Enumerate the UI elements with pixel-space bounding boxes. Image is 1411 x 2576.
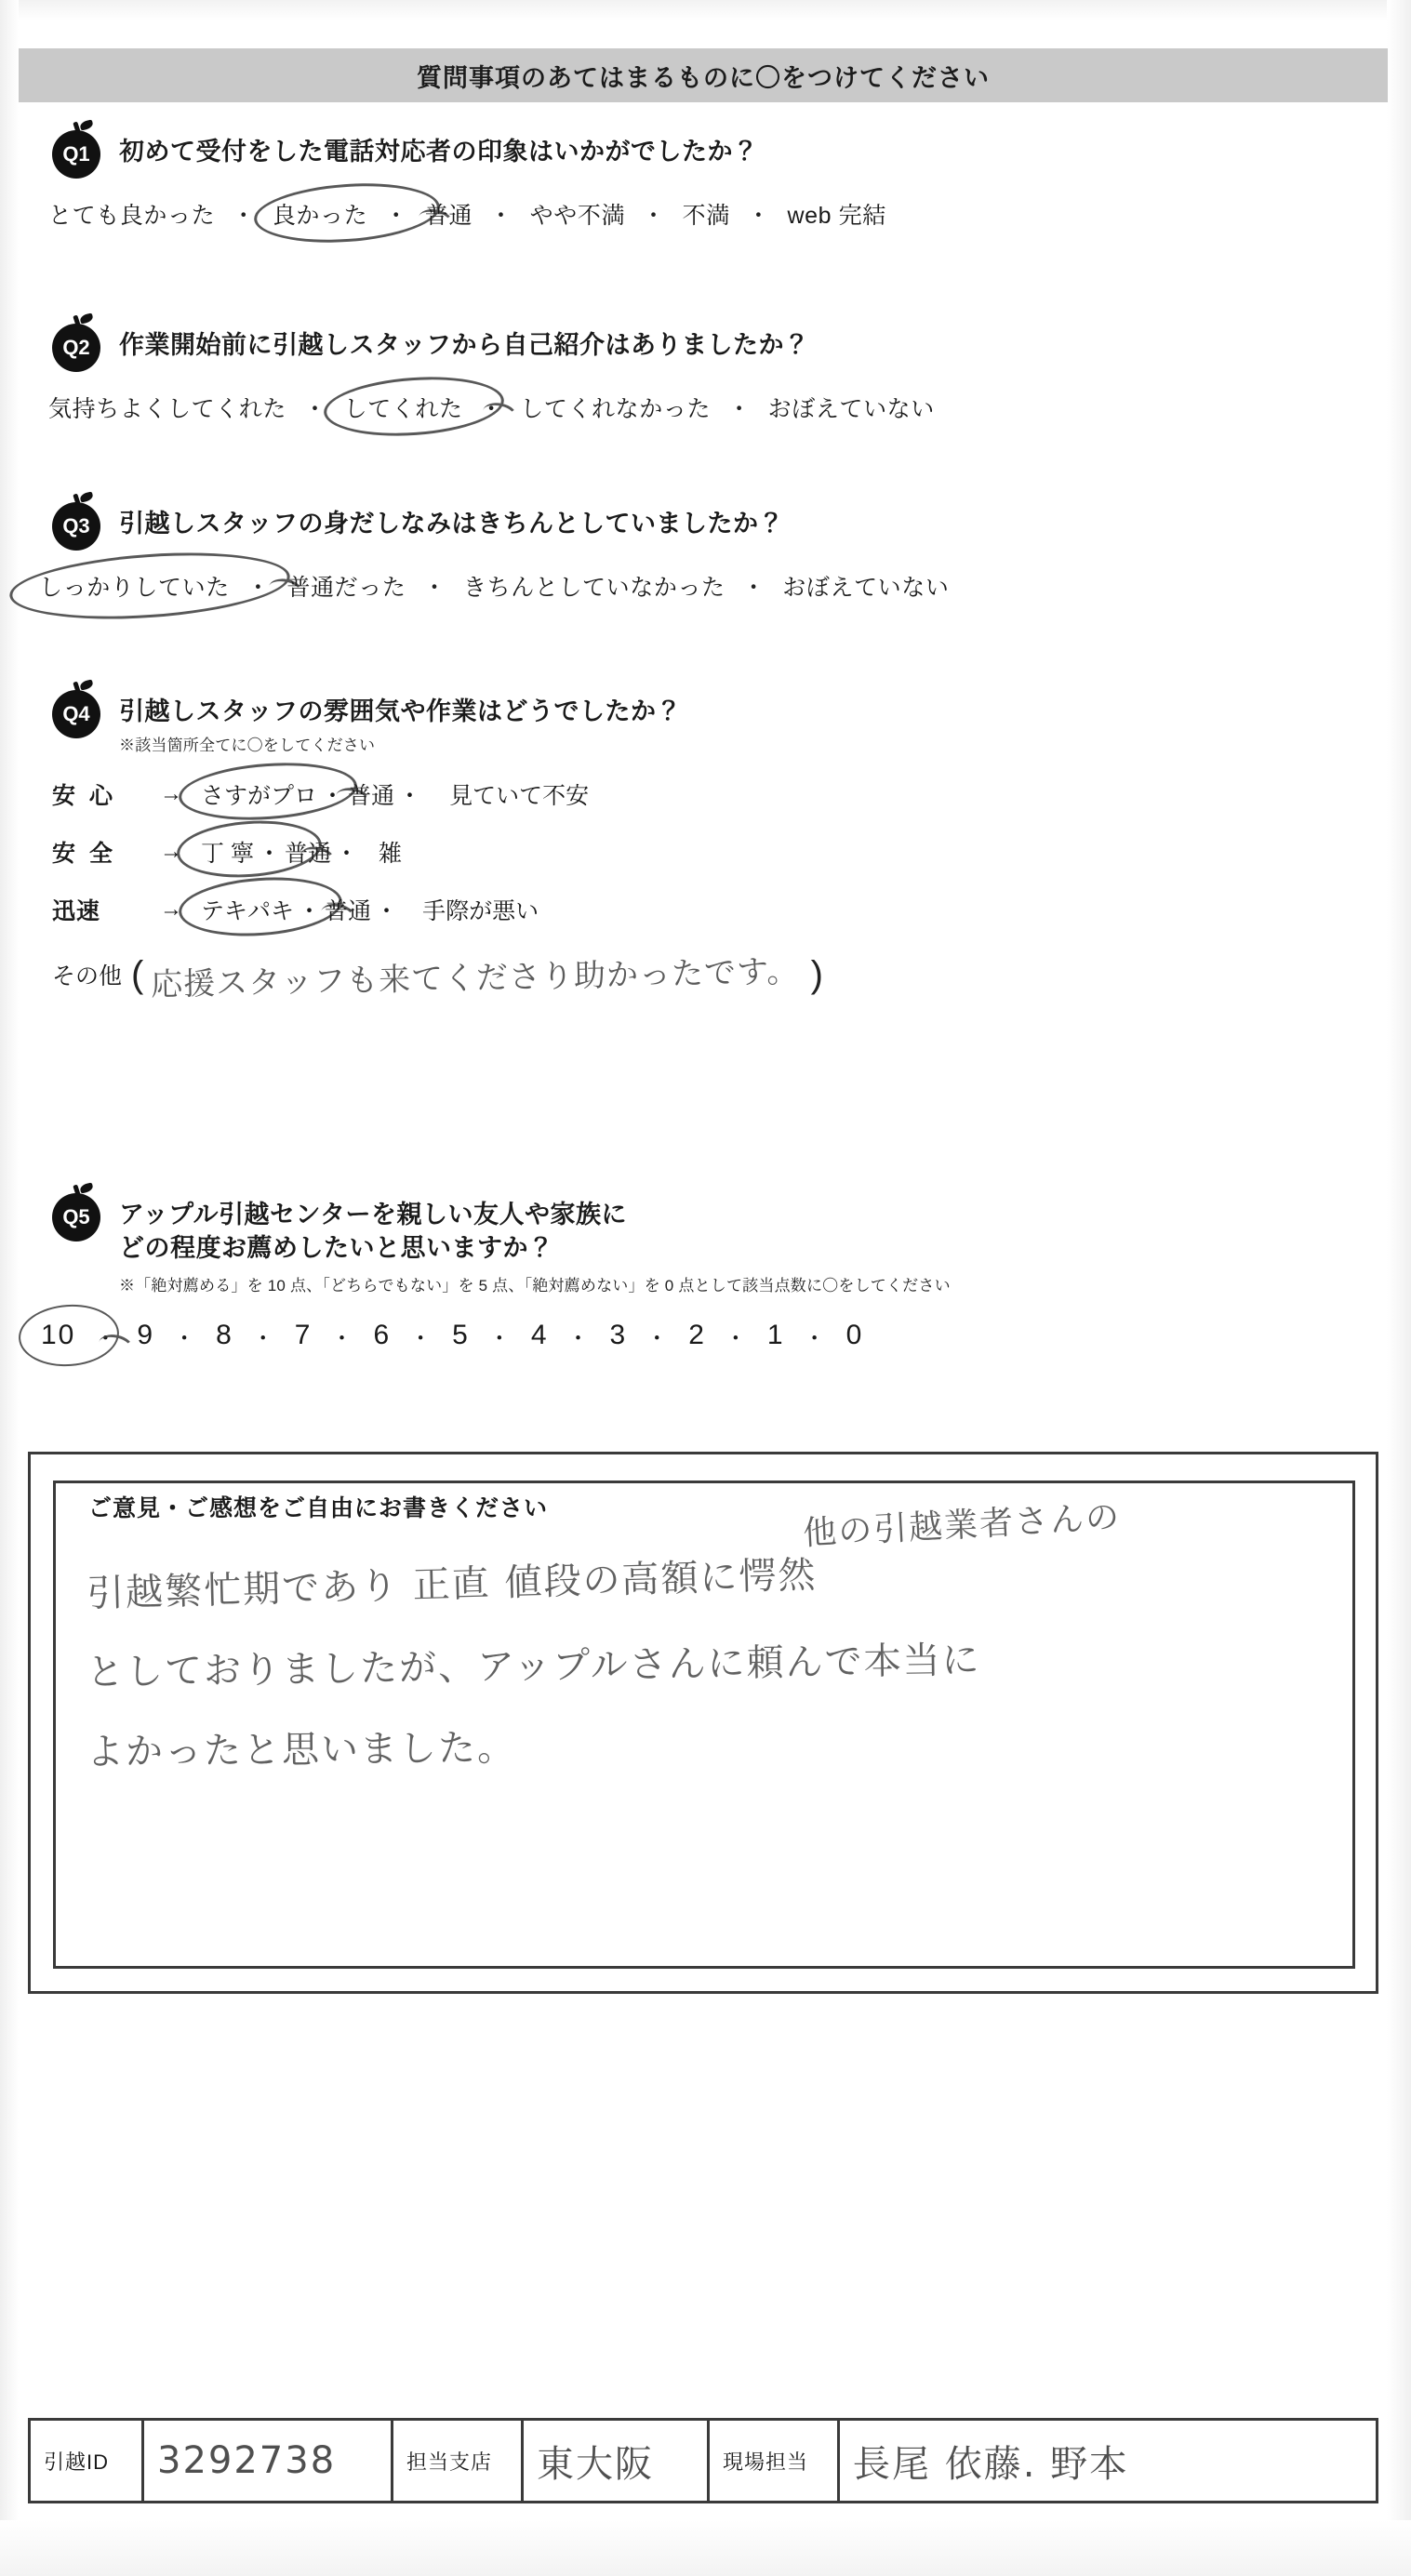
option-q3-0[interactable]: しっかりしていた — [35, 567, 233, 604]
scale-sep: ・ — [409, 1325, 434, 1351]
option-q1-5[interactable]: web 完結 — [787, 203, 886, 229]
scan-edge-right — [1387, 0, 1411, 2576]
option-q3-1[interactable]: 普通だった — [286, 575, 406, 601]
score-7[interactable]: 7 — [294, 1320, 313, 1350]
question-block-q2 — [48, 324, 938, 426]
score-9[interactable]: 9 — [137, 1320, 155, 1350]
option-sep: ・ — [741, 575, 766, 601]
paren-open: ( — [131, 954, 144, 996]
score-4[interactable]: 4 — [530, 1320, 549, 1350]
scale-sep: ・ — [803, 1325, 828, 1351]
scale-sep: ・ — [173, 1325, 198, 1351]
score-3[interactable]: 3 — [609, 1320, 628, 1350]
option-sep: ・ — [489, 203, 513, 229]
scan-edge-top — [0, 0, 1411, 20]
option-sep: ・ — [334, 840, 358, 867]
q4-other-row — [52, 952, 823, 1004]
option-q4-anshin-1[interactable]: 普通 — [348, 782, 395, 809]
q4-row-label: 安 全 — [52, 840, 116, 867]
option-sep: ・ — [303, 396, 327, 422]
option-q1-1[interactable]: 良かった — [269, 195, 371, 232]
option-sep: ・ — [257, 840, 281, 867]
question-heading — [52, 1193, 951, 1295]
option-q3-2[interactable]: きちんとしていなかった — [463, 575, 725, 601]
q2-options — [45, 389, 938, 426]
question-text-line2: どの程度お薦めしたいと思いますか？ — [119, 1233, 554, 1262]
option-q3-3[interactable]: おぼえていない — [782, 575, 950, 601]
question-block-q5 — [41, 1193, 951, 1352]
option-q1-4[interactable]: 不満 — [682, 203, 730, 229]
paren-close: ) — [810, 954, 823, 996]
q1-options — [45, 195, 890, 232]
q4-row-anzen — [52, 833, 823, 870]
option-sep: ・ — [232, 203, 256, 229]
branch-label: 担当支店 — [393, 2421, 524, 2501]
option-q4-jinsoku-0[interactable]: テキパキ — [197, 891, 298, 928]
move-id-label: 引越ID — [31, 2421, 144, 2501]
score-6[interactable]: 6 — [373, 1320, 392, 1350]
scan-edge-bottom — [0, 2520, 1411, 2576]
option-q1-2[interactable]: 普通 — [424, 203, 473, 229]
question-heading — [52, 502, 952, 551]
option-q4-anshin-2[interactable]: 見ていて不安 — [449, 782, 590, 809]
option-sep: ・ — [398, 782, 422, 809]
option-q4-anshin-0[interactable]: さすがプロ — [197, 776, 321, 813]
scan-edge-left — [0, 0, 19, 2576]
question-text-wrap — [119, 690, 682, 755]
option-sep: ・ — [422, 575, 447, 601]
handwriting-line-3: よかったと思いました。 — [86, 1726, 517, 1774]
handwriting-line-2: としておりましたが、アップルさんに頼んで本当に — [86, 1639, 981, 1694]
score-2[interactable]: 2 — [688, 1320, 706, 1350]
score-0[interactable]: 0 — [845, 1320, 864, 1350]
handwriting-line-1: 引越繁忙期であり 正直 値段の高額に愕然 — [86, 1553, 818, 1616]
question-note: ※「絶対薦める」を 10 点、「どちらでもない」を 5 点、「絶対薦めない」を 0 点として該当点数に〇をしてください — [119, 1276, 951, 1295]
free-comment-label: ご意見・ご感想をご自由にお書きください — [83, 1490, 553, 1523]
question-block-q1 — [48, 130, 890, 232]
question-block-q4 — [52, 690, 823, 1004]
option-sep: ・ — [642, 203, 666, 229]
question-heading — [52, 690, 823, 755]
option-q4-jinsoku-1[interactable]: 普通 — [325, 897, 372, 924]
apple-badge-icon: Q5 — [52, 1193, 100, 1242]
question-heading — [52, 130, 890, 179]
scale-sep: ・ — [94, 1325, 119, 1351]
q3-options — [35, 567, 952, 604]
apple-badge-icon: Q4 — [52, 690, 100, 738]
option-q2-2[interactable]: してくれなかった — [520, 396, 712, 422]
question-text: 作業開始前に引越しスタッフから自己紹介はありましたか？ — [119, 331, 810, 359]
handwriting-insert-top: 他の引越業者さんの — [802, 1498, 1123, 1553]
q4-other-handwriting: 応援スタッフも来てくださり助かったです。 — [151, 952, 801, 1004]
pen-circle-mark — [252, 178, 442, 248]
option-sep: ・ — [746, 203, 771, 229]
q4-row-jinsoku — [52, 891, 823, 928]
score-8[interactable]: 8 — [216, 1320, 233, 1350]
option-sep: ・ — [321, 782, 345, 809]
question-heading — [52, 324, 938, 372]
header-band — [19, 48, 1388, 102]
option-q1-0[interactable]: とても良かった — [48, 203, 216, 229]
scale-sep: ・ — [330, 1325, 355, 1351]
arrow-right-icon: → — [160, 780, 182, 806]
scale-sep: ・ — [487, 1325, 512, 1351]
scale-sep: ・ — [646, 1325, 671, 1351]
option-q4-anzen-0[interactable]: 丁 寧 — [197, 833, 258, 870]
question-text: 初めて受付をした電話対応者の印象はいかがでしたか？ — [119, 138, 759, 166]
free-comment-box[interactable] — [28, 1452, 1378, 1994]
option-q4-jinsoku-2[interactable]: 手際が悪い — [422, 897, 539, 924]
q4-other-label: その他 — [52, 963, 123, 990]
score-10[interactable]: 10 — [39, 1320, 77, 1351]
page-title: 質問事項のあてはまるものに〇をつけてください — [417, 63, 990, 92]
option-q2-0[interactable]: 気持ちよくしてくれた — [48, 396, 287, 422]
apple-badge-icon: Q3 — [52, 502, 100, 551]
q4-row-label: 安 心 — [52, 782, 116, 809]
option-q4-anzen-2[interactable]: 雑 — [379, 840, 403, 867]
option-sep: ・ — [298, 897, 322, 924]
pen-circle-mark — [322, 371, 506, 441]
question-block-q3 — [39, 502, 952, 604]
branch-value: 東大阪 — [524, 2421, 710, 2501]
score-5[interactable]: 5 — [452, 1320, 470, 1350]
scale-sep: ・ — [251, 1325, 276, 1351]
q5-scale — [39, 1320, 951, 1352]
option-q4-anzen-1[interactable]: 普通 — [284, 840, 331, 867]
apple-badge-icon: Q1 — [52, 130, 100, 179]
score-1[interactable]: 1 — [766, 1320, 785, 1350]
option-sep: ・ — [384, 203, 408, 229]
site-staff-label: 現場担当 — [710, 2421, 840, 2501]
option-q2-3[interactable]: おぼえていない — [767, 396, 935, 422]
q4-row-label: 迅速 — [52, 897, 101, 924]
scale-sep: ・ — [724, 1325, 749, 1351]
option-sep: ・ — [375, 897, 399, 924]
arrow-right-icon: → — [160, 896, 182, 922]
question-text: 引越しスタッフの雰囲気や作業はどうでしたか？ — [119, 697, 682, 725]
site-staff-value: 長尾 依藤. 野本 — [853, 2442, 1129, 2486]
option-sep: ・ — [246, 575, 271, 601]
arrow-right-icon: → — [160, 838, 182, 864]
question-text-wrap — [119, 1193, 951, 1295]
option-q2-1[interactable]: してくれた — [340, 389, 467, 426]
scale-sep: ・ — [566, 1325, 592, 1351]
q4-row-anshin — [52, 776, 823, 813]
move-id-value: 3292738 — [144, 2421, 393, 2501]
question-text: 引越しスタッフの身だしなみはきちんとしていましたか？ — [119, 510, 784, 538]
option-q1-3[interactable]: やや不満 — [529, 203, 626, 229]
footer-table — [28, 2418, 1378, 2503]
question-note: ※該当箇所全てに〇をしてください — [119, 736, 376, 754]
option-sep: ・ — [479, 396, 504, 422]
question-text-line1: アップル引越センターを親しい友人や家族に — [119, 1201, 627, 1228]
option-sep: ・ — [727, 396, 752, 422]
apple-badge-icon: Q2 — [52, 324, 100, 372]
